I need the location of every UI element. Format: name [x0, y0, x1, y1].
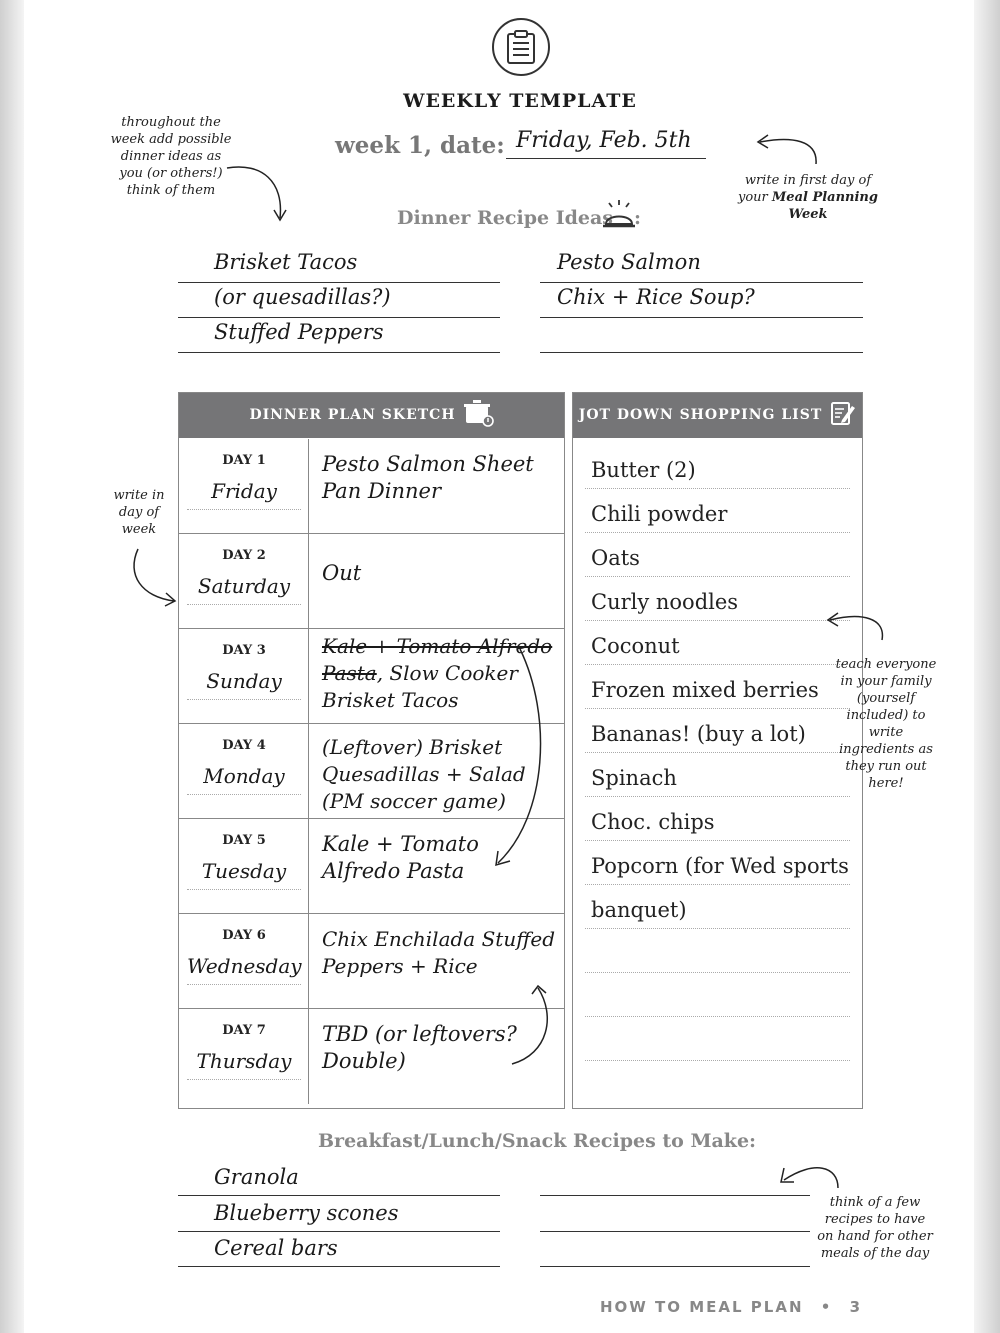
meal-text: , Slow Cooker Brisket Tacos: [322, 661, 518, 712]
meal-text: Chix Enchilada Stuffed Peppers + Rice: [322, 927, 556, 978]
page-footer: [600, 1298, 862, 1316]
shopping-list: [572, 392, 863, 1109]
day-cell: [179, 819, 309, 913]
day-name[interactable]: Wednesday: [187, 954, 301, 985]
shopping-item-text: Spinach: [591, 766, 677, 790]
footer-bullet: •: [820, 1298, 833, 1316]
arrow-icon: [508, 980, 558, 1070]
week-date-value[interactable]: Friday, Feb. 5th: [516, 128, 692, 153]
footer-book-title: HOW TO MEAL PLAN: [599, 1298, 804, 1316]
day-cell: [179, 629, 309, 723]
dinner-idea-item[interactable]: Pesto Salmon: [557, 250, 701, 274]
shopping-item[interactable]: [585, 1017, 850, 1061]
day-meal[interactable]: [322, 451, 558, 505]
note-dinner-ideas: throughout the week add possible dinner ideas as you (or others!) think of them: [110, 115, 232, 198]
page-number: 3: [849, 1298, 862, 1316]
dinner-idea-item[interactable]: Chix + Rice Soup?: [557, 285, 755, 309]
day-row: [179, 439, 564, 534]
note-few-recipes: think of a few recipes to have on hand for other meals of the day: [817, 1195, 933, 1261]
other-meals-line: [178, 1195, 500, 1196]
shopping-item[interactable]: [585, 885, 850, 929]
page-title: WEEKLY TEMPLATE: [403, 90, 637, 112]
other-meals-line: [540, 1195, 810, 1196]
meal-text: Pesto Salmon Sheet Pan Dinner: [322, 452, 534, 503]
other-meals-line: [178, 1231, 500, 1232]
shopping-item[interactable]: [585, 929, 850, 973]
shopping-item-text: Choc. chips: [591, 810, 715, 834]
arrow-icon: [490, 645, 550, 870]
meal-text: Out: [322, 561, 362, 585]
day-name[interactable]: Thursday: [187, 1049, 301, 1080]
dinner-ideas-colon: :: [634, 207, 642, 229]
shopping-item-text: Butter (2): [591, 458, 696, 482]
note-first-day-text: write in first day of your: [738, 173, 872, 205]
cloche-icon: [600, 198, 638, 234]
day-name[interactable]: Tuesday: [187, 859, 301, 890]
day-number: DAY 3: [222, 643, 266, 658]
day-name[interactable]: Sunday: [187, 669, 301, 700]
day-name[interactable]: Saturday: [187, 574, 301, 605]
shopping-item[interactable]: [585, 489, 850, 533]
shopping-list-heading: JOT DOWN SHOPPING LIST: [578, 407, 823, 423]
shopping-item[interactable]: [585, 665, 850, 709]
week-label: week 1, date:: [335, 132, 505, 159]
note-day-of-week: write in day of week: [113, 488, 165, 537]
dinner-idea-item[interactable]: Brisket Tacos: [214, 250, 358, 274]
day-name[interactable]: Friday: [187, 479, 301, 510]
page-edge-right: [974, 0, 1000, 1333]
ideas-line: [178, 352, 500, 353]
meal-text: (Leftover) Brisket Quesadillas + Salad (PM soccer game): [322, 735, 526, 813]
day-number: DAY 4: [222, 738, 266, 753]
arrow-icon: [128, 545, 180, 607]
other-meal-item[interactable]: Cereal bars: [214, 1236, 338, 1260]
shopping-item-text: Popcorn (for Wed sports: [591, 854, 849, 878]
shopping-item-text: Curly noodles: [591, 590, 739, 614]
day-meal[interactable]: [322, 1021, 522, 1075]
day-number: DAY 1: [222, 453, 266, 468]
meal-text: TBD (or leftovers? Double): [322, 1022, 517, 1073]
meal-text: Kale + Tomato Alfredo Pasta: [322, 832, 479, 883]
arrow-icon: [222, 160, 292, 226]
arrow-icon: [822, 608, 892, 646]
day-number: DAY 5: [222, 833, 266, 848]
other-meals-heading: Breakfast/Lunch/Snack Recipes to Make:: [318, 1130, 757, 1152]
other-meal-item[interactable]: Granola: [214, 1165, 299, 1189]
day-cell: [179, 439, 309, 533]
dinner-idea-item[interactable]: (or quesadillas?): [214, 285, 391, 309]
day-cell: [179, 724, 309, 818]
note-teach-family: teach everyone in your family (yourself included) to write ingredients as they run out here!: [835, 657, 937, 791]
day-name[interactable]: Monday: [187, 764, 301, 795]
clipboard-icon: [492, 18, 550, 76]
shopping-item-text: Chili powder: [591, 502, 728, 526]
day-number: DAY 6: [222, 928, 266, 943]
ideas-line: [540, 282, 863, 283]
arrow-icon: [776, 1158, 846, 1192]
shopping-item[interactable]: [585, 753, 850, 797]
other-meals-line: [540, 1266, 810, 1267]
note-first-day: [728, 172, 888, 223]
shopping-item[interactable]: [585, 797, 850, 841]
shopping-item[interactable]: [585, 709, 850, 753]
ideas-line: [540, 352, 863, 353]
dinner-idea-item[interactable]: Stuffed Peppers: [214, 320, 384, 344]
day-meal[interactable]: [322, 926, 558, 980]
shopping-item[interactable]: [585, 445, 850, 489]
other-meals-line: [540, 1231, 810, 1232]
other-meals-line: [178, 1266, 500, 1267]
shopping-item-text: banquet): [591, 898, 687, 922]
day-cell: [179, 914, 309, 1008]
day-number: DAY 7: [222, 1023, 266, 1038]
dinner-plan-heading: DINNER PLAN SKETCH: [249, 407, 456, 423]
arrow-icon: [752, 132, 824, 166]
day-number: DAY 2: [222, 548, 266, 563]
shopping-item-text: Frozen mixed berries: [591, 678, 819, 702]
dinner-ideas-heading: Dinner Recipe Ideas: [397, 207, 613, 229]
shopping-item-text: Oats: [591, 546, 640, 570]
day-cell: [179, 534, 309, 628]
shopping-item-text: Bananas! (buy a lot): [591, 722, 806, 746]
shopping-item[interactable]: [585, 841, 850, 885]
shopping-item[interactable]: [585, 577, 850, 621]
page-edge-left: [0, 0, 24, 1333]
ideas-line: [178, 282, 500, 283]
shopping-item-text: Coconut: [591, 634, 680, 658]
shopping-item[interactable]: [585, 621, 850, 665]
shopping-item[interactable]: [585, 973, 850, 1017]
day-row: [179, 914, 564, 1009]
ideas-line: [178, 317, 500, 318]
day-row: [179, 534, 564, 629]
day-cell: [179, 1009, 309, 1104]
ideas-line: [540, 317, 863, 318]
day-row: [179, 1009, 564, 1104]
shopping-item[interactable]: [585, 533, 850, 577]
day-meal[interactable]: [322, 560, 558, 587]
other-meal-item[interactable]: Blueberry scones: [214, 1201, 399, 1225]
meal-crossed-out: Kale + Tomato Alfredo Pasta: [322, 634, 553, 685]
week-date-line: [506, 158, 706, 159]
note-first-day-bold: Meal Planning Week: [771, 190, 878, 222]
